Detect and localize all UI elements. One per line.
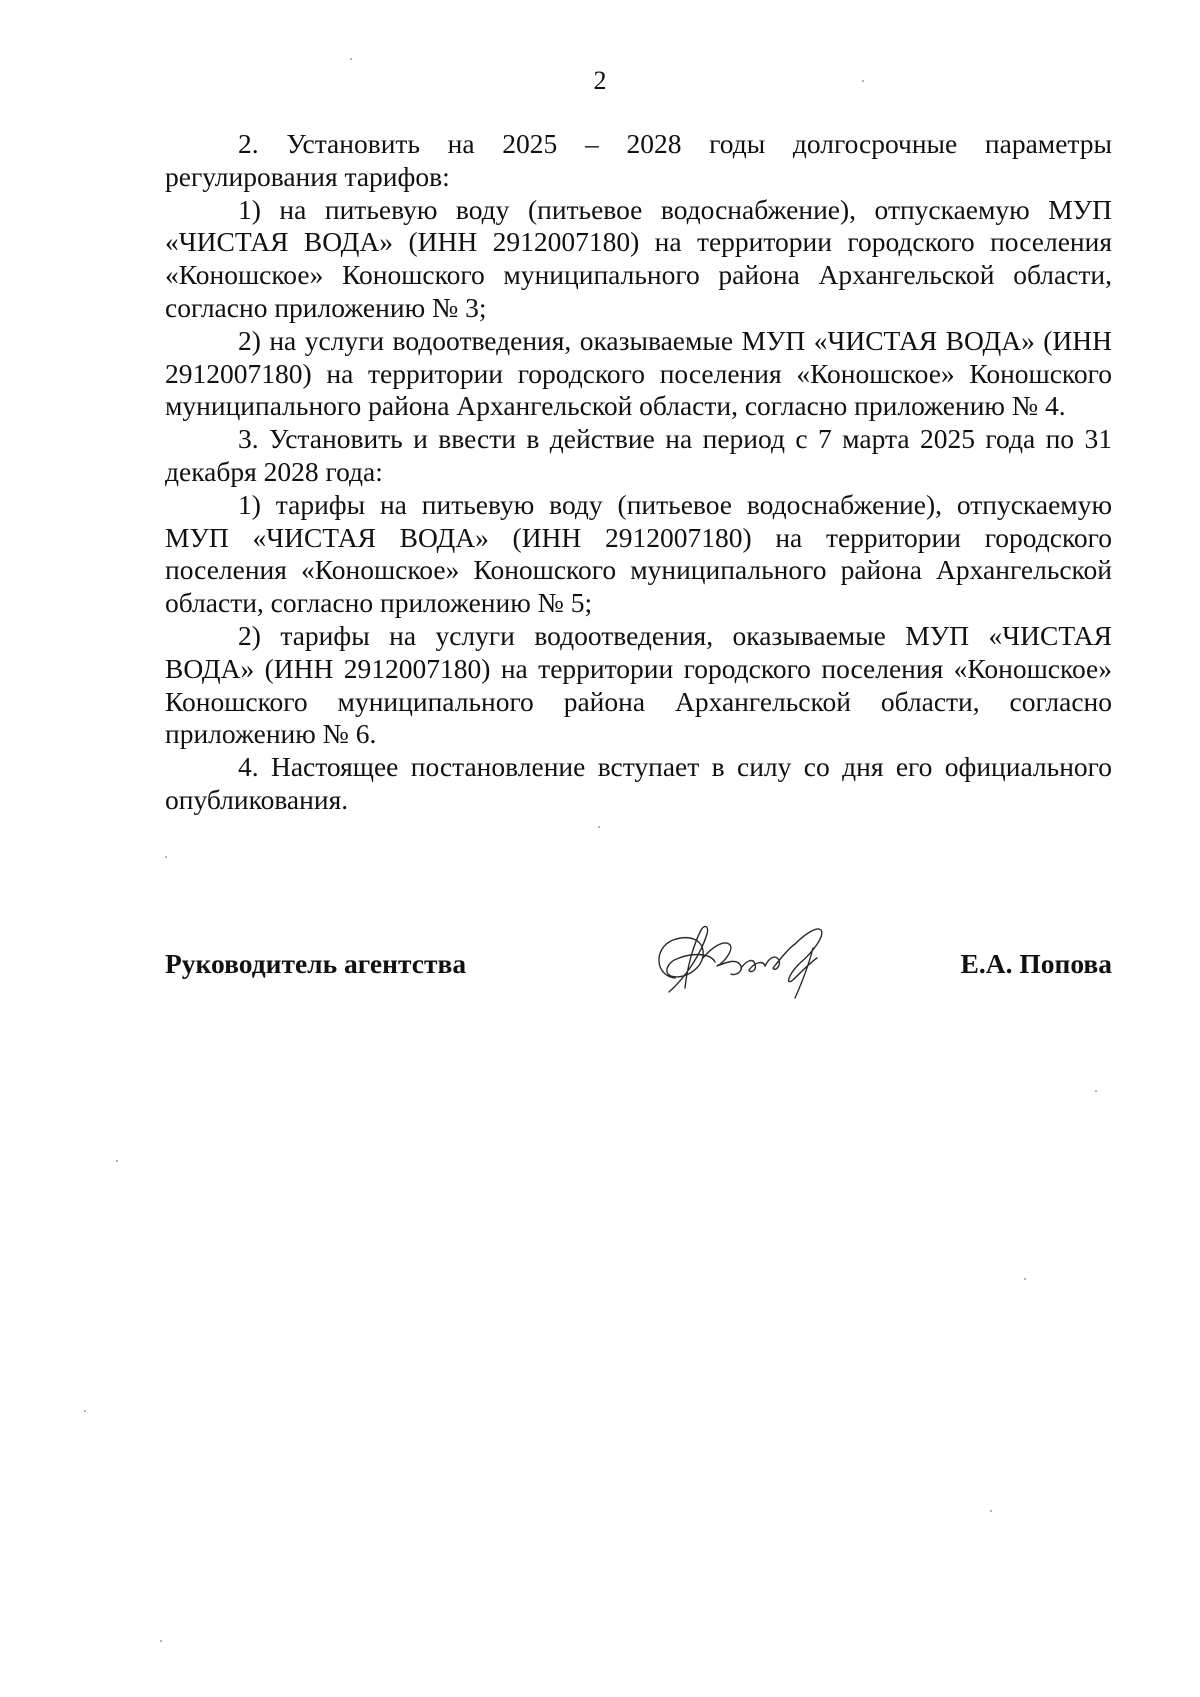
scan-speck (116, 1160, 118, 1162)
document-body (165, 128, 1112, 817)
signatory-title: Руководитель агентства (165, 948, 467, 979)
scan-speck (1024, 1278, 1026, 1280)
scan-speck (350, 58, 352, 60)
scan-speck (160, 1640, 162, 1642)
signatory-name: Е.А. Попова (960, 948, 1112, 979)
paragraph-item-3: 3. Установить и ввести в действие на период с 7 марта 2025 года по 31 декабря 2028 года: (165, 423, 1112, 487)
scan-speck (165, 856, 167, 858)
scan-speck (862, 80, 864, 82)
paragraph-item-3-2: 2) тарифы на услуги водоотведения, оказываемые МУП «ЧИСТАЯ ВОДА» (ИНН 2912007180) на территории городского поселения «Коношское» Коношского муниципального района Архангельской области, согласно приложению № 6. (165, 619, 1112, 750)
signature-block (165, 918, 1112, 1018)
paragraph-item-4: 4. Настоящее постановление вступает в силу со дня его официального опубликования. (165, 751, 1112, 815)
scan-speck (1095, 1090, 1097, 1092)
scan-speck (990, 1510, 992, 1512)
page-number: 2 (593, 66, 607, 95)
paragraph-item-3-1: 1) тарифы на питьевую воду (питьевое водоснабжение), отпускаемую МУП «ЧИСТАЯ ВОДА» (ИНН 2912007180) на территории городского поселения «Коношское» Коношского муниципального района Архангельской области, согласно приложению № 5; (165, 488, 1112, 619)
scan-speck (84, 1410, 86, 1412)
scan-speck (598, 826, 600, 828)
handwritten-signature (645, 918, 845, 1008)
paragraph-item-2-2: 2) на услуги водоотведения, оказываемые МУП «ЧИСТАЯ ВОДА» (ИНН 2912007180) на территории городского поселения «Коношское» Коношского муниципального района Архангельской области, согласно приложению № 4. (165, 324, 1112, 422)
paragraph-item-2-1: 1) на питьевую воду (питьевое водоснабжение), отпускаемую МУП «ЧИСТАЯ ВОДА» (ИНН 2912007180) на территории городского поселения «Коношское» Коношского муниципального района Архангельской области, согласно приложению № 3; (165, 193, 1112, 323)
paragraph-item-2: 2. Установить на 2025 – 2028 годы долгосрочные параметры регулирования тарифов: (165, 128, 1112, 192)
